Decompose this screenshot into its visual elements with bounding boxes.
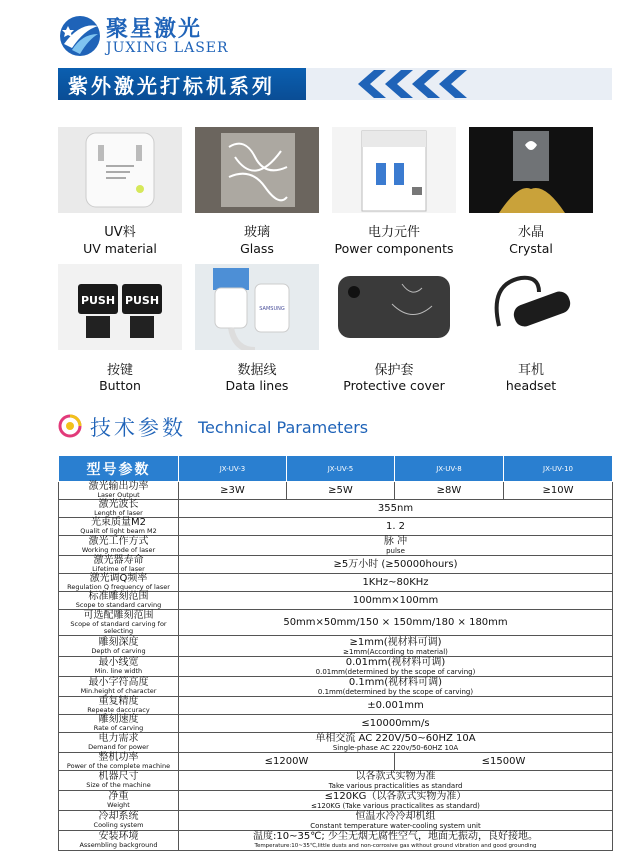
- caption-cn: 按键: [106, 363, 133, 378]
- cell-value: 温度:10~35℃; 少尘无烟无腐性空气，地面无振动，良好接地。 Temperature:10~35℃,little dusts and non-corrosive gas without ground vibration and good grounding: [179, 831, 613, 851]
- cell-value: 50mm×50mm/150 × 150mm/180 × 180mm: [179, 610, 613, 636]
- photo-protective-cover: [332, 264, 456, 350]
- cell-value: 0.1mm(视材料可调) 0.1mm(determined by the scope of carving): [179, 677, 613, 697]
- cell-value: 恒温水冷冷却机组 Constant temperature water-cooling system unit: [179, 811, 613, 831]
- table-row: [59, 657, 613, 677]
- table-row: [59, 753, 613, 771]
- caption-en: Power components: [334, 241, 454, 256]
- caption-en: Protective cover: [343, 378, 445, 393]
- caption-cn: 水晶: [517, 225, 544, 240]
- cell-value: ≤120KG（以各款式实物为准） ≤120KG (Take various practicalites as standard): [179, 791, 613, 811]
- caption-en: Button: [99, 378, 141, 393]
- push-label: PUSH: [124, 294, 160, 307]
- brand-name-cn: 聚星激光: [106, 17, 203, 42]
- table-row: [59, 831, 613, 851]
- photo-button: [58, 264, 182, 350]
- table-row: [59, 556, 613, 574]
- photo-crystal: [469, 127, 593, 213]
- row-label: 激光工作方式 Working mode of laser: [59, 536, 179, 556]
- cell-value: ≤1200W: [179, 753, 395, 771]
- table-row: [59, 811, 613, 831]
- caption-en: Data lines: [225, 378, 289, 393]
- series-title: 紫外激光打标机系列: [68, 74, 275, 98]
- cell-value: 355nm: [179, 500, 613, 518]
- caption-en: headset: [505, 378, 557, 393]
- spec-table: [58, 455, 612, 851]
- cell-value: 1KHz~80KHz: [179, 574, 613, 592]
- caption-cn: 电力元件: [367, 225, 420, 240]
- brand-name-en: JUXING LASER: [106, 40, 229, 56]
- row-label: 激光调Q频率 Regulation Q frequency of laser: [59, 574, 179, 592]
- table-row: [59, 482, 613, 500]
- caption-en: Glass: [240, 241, 274, 256]
- section-title-cn: 技术参数: [90, 416, 186, 440]
- table-row: [59, 636, 613, 657]
- cell-value: ≤1500W: [395, 753, 613, 771]
- cell-value: ±0.001mm: [179, 697, 613, 715]
- row-label: 安装环境 Assembling background: [59, 831, 179, 851]
- table-row: [59, 715, 613, 733]
- row-label: 最小线宽 Min. line width: [59, 657, 179, 677]
- row-label: 整机功率 Power of the complete machine: [59, 753, 179, 771]
- row-label: 激光波长 Length of laser: [59, 500, 179, 518]
- table-row: [59, 791, 613, 811]
- chevron-left-icon: [383, 68, 413, 100]
- cell-value: ≥1mm(视材料可调) ≥1mm(According to material): [179, 636, 613, 657]
- cell-value: 单相交流 AC 220V/50~60HZ 10A Single-phase AC 220v/50-60HZ 10A: [179, 733, 613, 753]
- row-label: 净重 Weight: [59, 791, 179, 811]
- photo-glass: [195, 127, 319, 213]
- caption-cn: 玻璃: [243, 225, 270, 240]
- row-label: 激光输出功率 Laser Output: [59, 482, 179, 500]
- cell-value: ≥10W: [504, 482, 613, 500]
- table-row: [59, 697, 613, 715]
- row-label: 光束质量M2 Qualit of light beam M2: [59, 518, 179, 536]
- row-label: 激光器寿命 Lifetime of laser: [59, 556, 179, 574]
- cell-value: ≥5W: [287, 482, 395, 500]
- table-row: [59, 677, 613, 697]
- row-label: 标准雕刻范围 Scope to standard carving: [59, 592, 179, 610]
- table-row: [59, 610, 613, 636]
- photo-uv-material: [58, 127, 182, 213]
- table-row: [59, 518, 613, 536]
- cell-value: 0.01mm(视材料可调) 0.01mm(determined by the scope of carving): [179, 657, 613, 677]
- cell-value: 脉 冲 pulse: [179, 536, 613, 556]
- cell-value: 100mm×100mm: [179, 592, 613, 610]
- row-label: 冷却系统 Cooling system: [59, 811, 179, 831]
- table-row: [59, 733, 613, 753]
- cell-value: ≥8W: [395, 482, 504, 500]
- swirl-icon: [58, 414, 82, 438]
- juxing-logo-icon: [58, 14, 102, 58]
- table-header-row: [59, 456, 613, 482]
- caption-en: UV material: [83, 241, 157, 256]
- photo-power-components: [332, 127, 456, 213]
- cell-value: 以各款式实物为准 Take various practicalities as standard: [179, 771, 613, 791]
- row-label: 电力需求 Demand for power: [59, 733, 179, 753]
- cell-value: 1. 2: [179, 518, 613, 536]
- push-label: PUSH: [80, 294, 116, 307]
- caption-en: Crystal: [509, 241, 553, 256]
- row-label: 可选配雕刻范围 Scope of standard carving for selecting: [59, 610, 179, 636]
- table-row: [59, 500, 613, 518]
- photo-headset: [469, 264, 593, 350]
- row-label: 最小字符高度 Min.height of character: [59, 677, 179, 697]
- row-label: 雕刻速度 Rate of carving: [59, 715, 179, 733]
- header-model: JX-UV-8: [395, 456, 504, 482]
- cell-value: ≤10000mm/s: [179, 715, 613, 733]
- header-model: JX-UV-10: [504, 456, 613, 482]
- cell-value: ≥3W: [179, 482, 287, 500]
- chevron-left-icon: [410, 68, 440, 100]
- samsung-label: SAMSUNG: [259, 306, 285, 312]
- row-label: 重复精度 Repeate daccuracy: [59, 697, 179, 715]
- photo-data-lines: [195, 264, 319, 350]
- caption-cn: UV料: [104, 225, 136, 240]
- chevron-left-icon: [356, 68, 386, 100]
- caption-cn: 保护套: [374, 363, 414, 378]
- cell-value: ≥5万小时 (≥50000hours): [179, 556, 613, 574]
- chevron-left-icon: [437, 68, 467, 100]
- section-title-en: Technical Parameters: [198, 418, 369, 437]
- caption-cn: 数据线: [237, 363, 277, 378]
- table-row: [59, 536, 613, 556]
- header-label: 型号参数: [59, 456, 179, 482]
- row-label: 机器尺寸 Size of the machine: [59, 771, 179, 791]
- caption-cn: 耳机: [517, 363, 544, 378]
- table-row: [59, 574, 613, 592]
- header-model: JX-UV-3: [179, 456, 287, 482]
- table-row: [59, 592, 613, 610]
- row-label: 雕刻深度 Depth of carving: [59, 636, 179, 657]
- table-row: [59, 771, 613, 791]
- header-model: JX-UV-5: [287, 456, 395, 482]
